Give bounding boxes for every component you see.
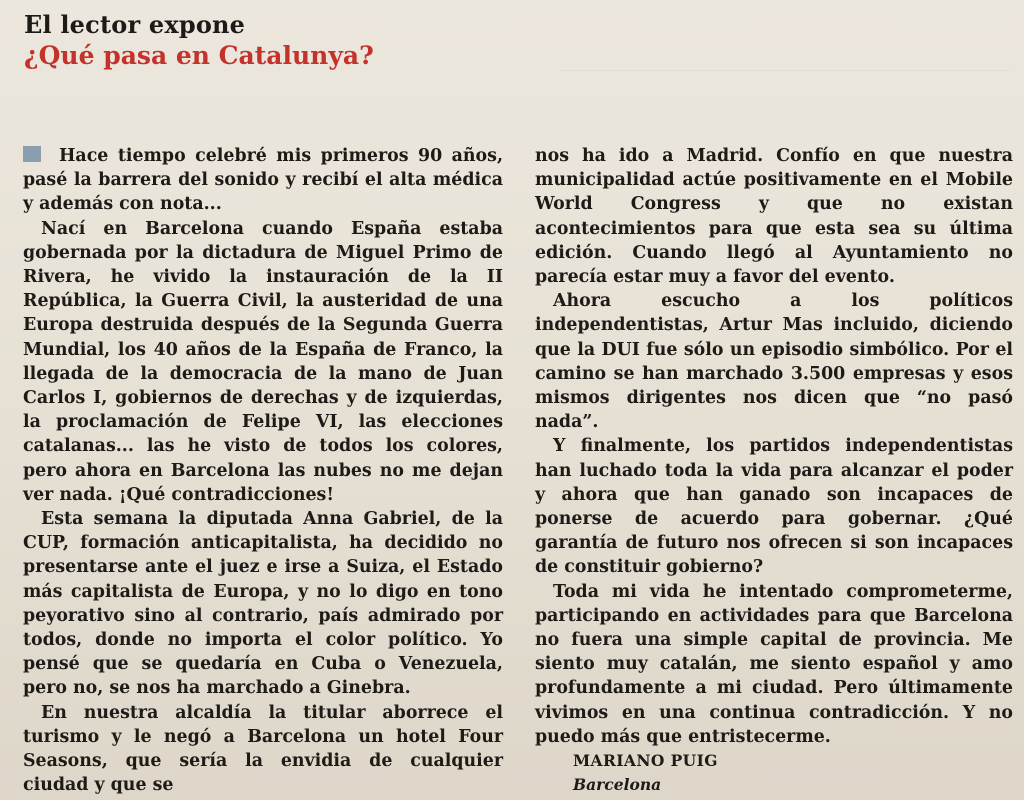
paragraph-5: nos ha ido a Madrid. Confío en que nuestra municipalidad actúe positivamente en el Mobile World Congress y que no existan acontecimientos para que esta sea su última edición. Cuando llegó al Ayuntamiento no parecía estar muy a favor del evento. <box>535 146 1013 288</box>
author-signature <box>535 749 1013 797</box>
bleed-through-texture <box>560 70 1010 131</box>
paragraph-2: Nací en Barcelona cuando España estaba gobernada por la dictadura de Miguel Primo de Rivera, he vivido la instauración de la II República, la Guerra Civil, la austeridad de una Europa destruida después de la Segunda Guerra Mundial, los 40 años de la España de Franco, la llegada de la democracia de la mano de Juan Carlos I, gobiernos de derechas y de izquierdas, la proclamación de Felipe VI, las elecciones catalanas... las he visto de todos los colores, pero ahora en Barcelona las nubes no me dejan ver nada. ¡Qué contradicciones! <box>23 218 503 505</box>
paragraph-1 <box>23 144 503 217</box>
author-name: MARIANO PUIG <box>573 751 718 771</box>
paragraph-7: Y finalmente, los partidos independentistas han luchado toda la vida para alcanzar el poder y ahora que han ganado son incapaces de ponerse de acuerdo para gobernar. ¿Qué garantía de futuro nos ofrecen si son incapaces de constituir gobierno? <box>535 436 1013 578</box>
article-headline: ¿Qué pasa en Catalunya? <box>24 41 374 70</box>
paragraph-6: Ahora escucho a los políticos independentistas, Artur Mas incluido, diciendo que la DUI fue sólo un episodio simbólico. Por el camino se han marchado 3.500 empresas y esos mismos dirigentes nos dicen que “no pasó nada”. <box>535 291 1013 433</box>
section-header <box>24 10 374 72</box>
left-column <box>23 144 503 797</box>
paragraph-3: Esta semana la diputada Anna Gabriel, de la CUP, formación anticapitalista, ha decidido no presentarse ante el juez e irse a Suiza, el Estado más capitalista de Europa, y no lo digo en tono peyorativo sino al contrario, país admirado por todos, donde no importa el color político. Yo pensé que se quedaría en Cuba o Venezuela, pero no, se nos ha marchado a Ginebra. <box>23 509 503 699</box>
paragraph-8: Toda mi vida he intentado comprometerme, participando en actividades para que Barcelona no fuera una simple capital de provincia. Me siento muy catalán, me siento español y amo profundamente a mi ciudad. Pero últimamente vivimos en una continua contradicción. Y no puedo más que entristecerme. <box>535 581 1013 747</box>
author-city: Barcelona <box>573 775 662 795</box>
paragraph-1-text: Hace tiempo celebré mis primeros 90 años, pasé la barrera del sonido y recibí el alta médica y además con nota... <box>23 146 503 215</box>
section-marker-square <box>23 146 41 162</box>
paragraph-4: En nuestra alcaldía la titular aborrece el turismo y le negó a Barcelona un hotel Four Seasons, que sería la envidia de cualquier ciudad y que se <box>23 702 503 796</box>
right-column <box>535 144 1013 797</box>
section-kicker: El lector expone <box>24 10 246 39</box>
